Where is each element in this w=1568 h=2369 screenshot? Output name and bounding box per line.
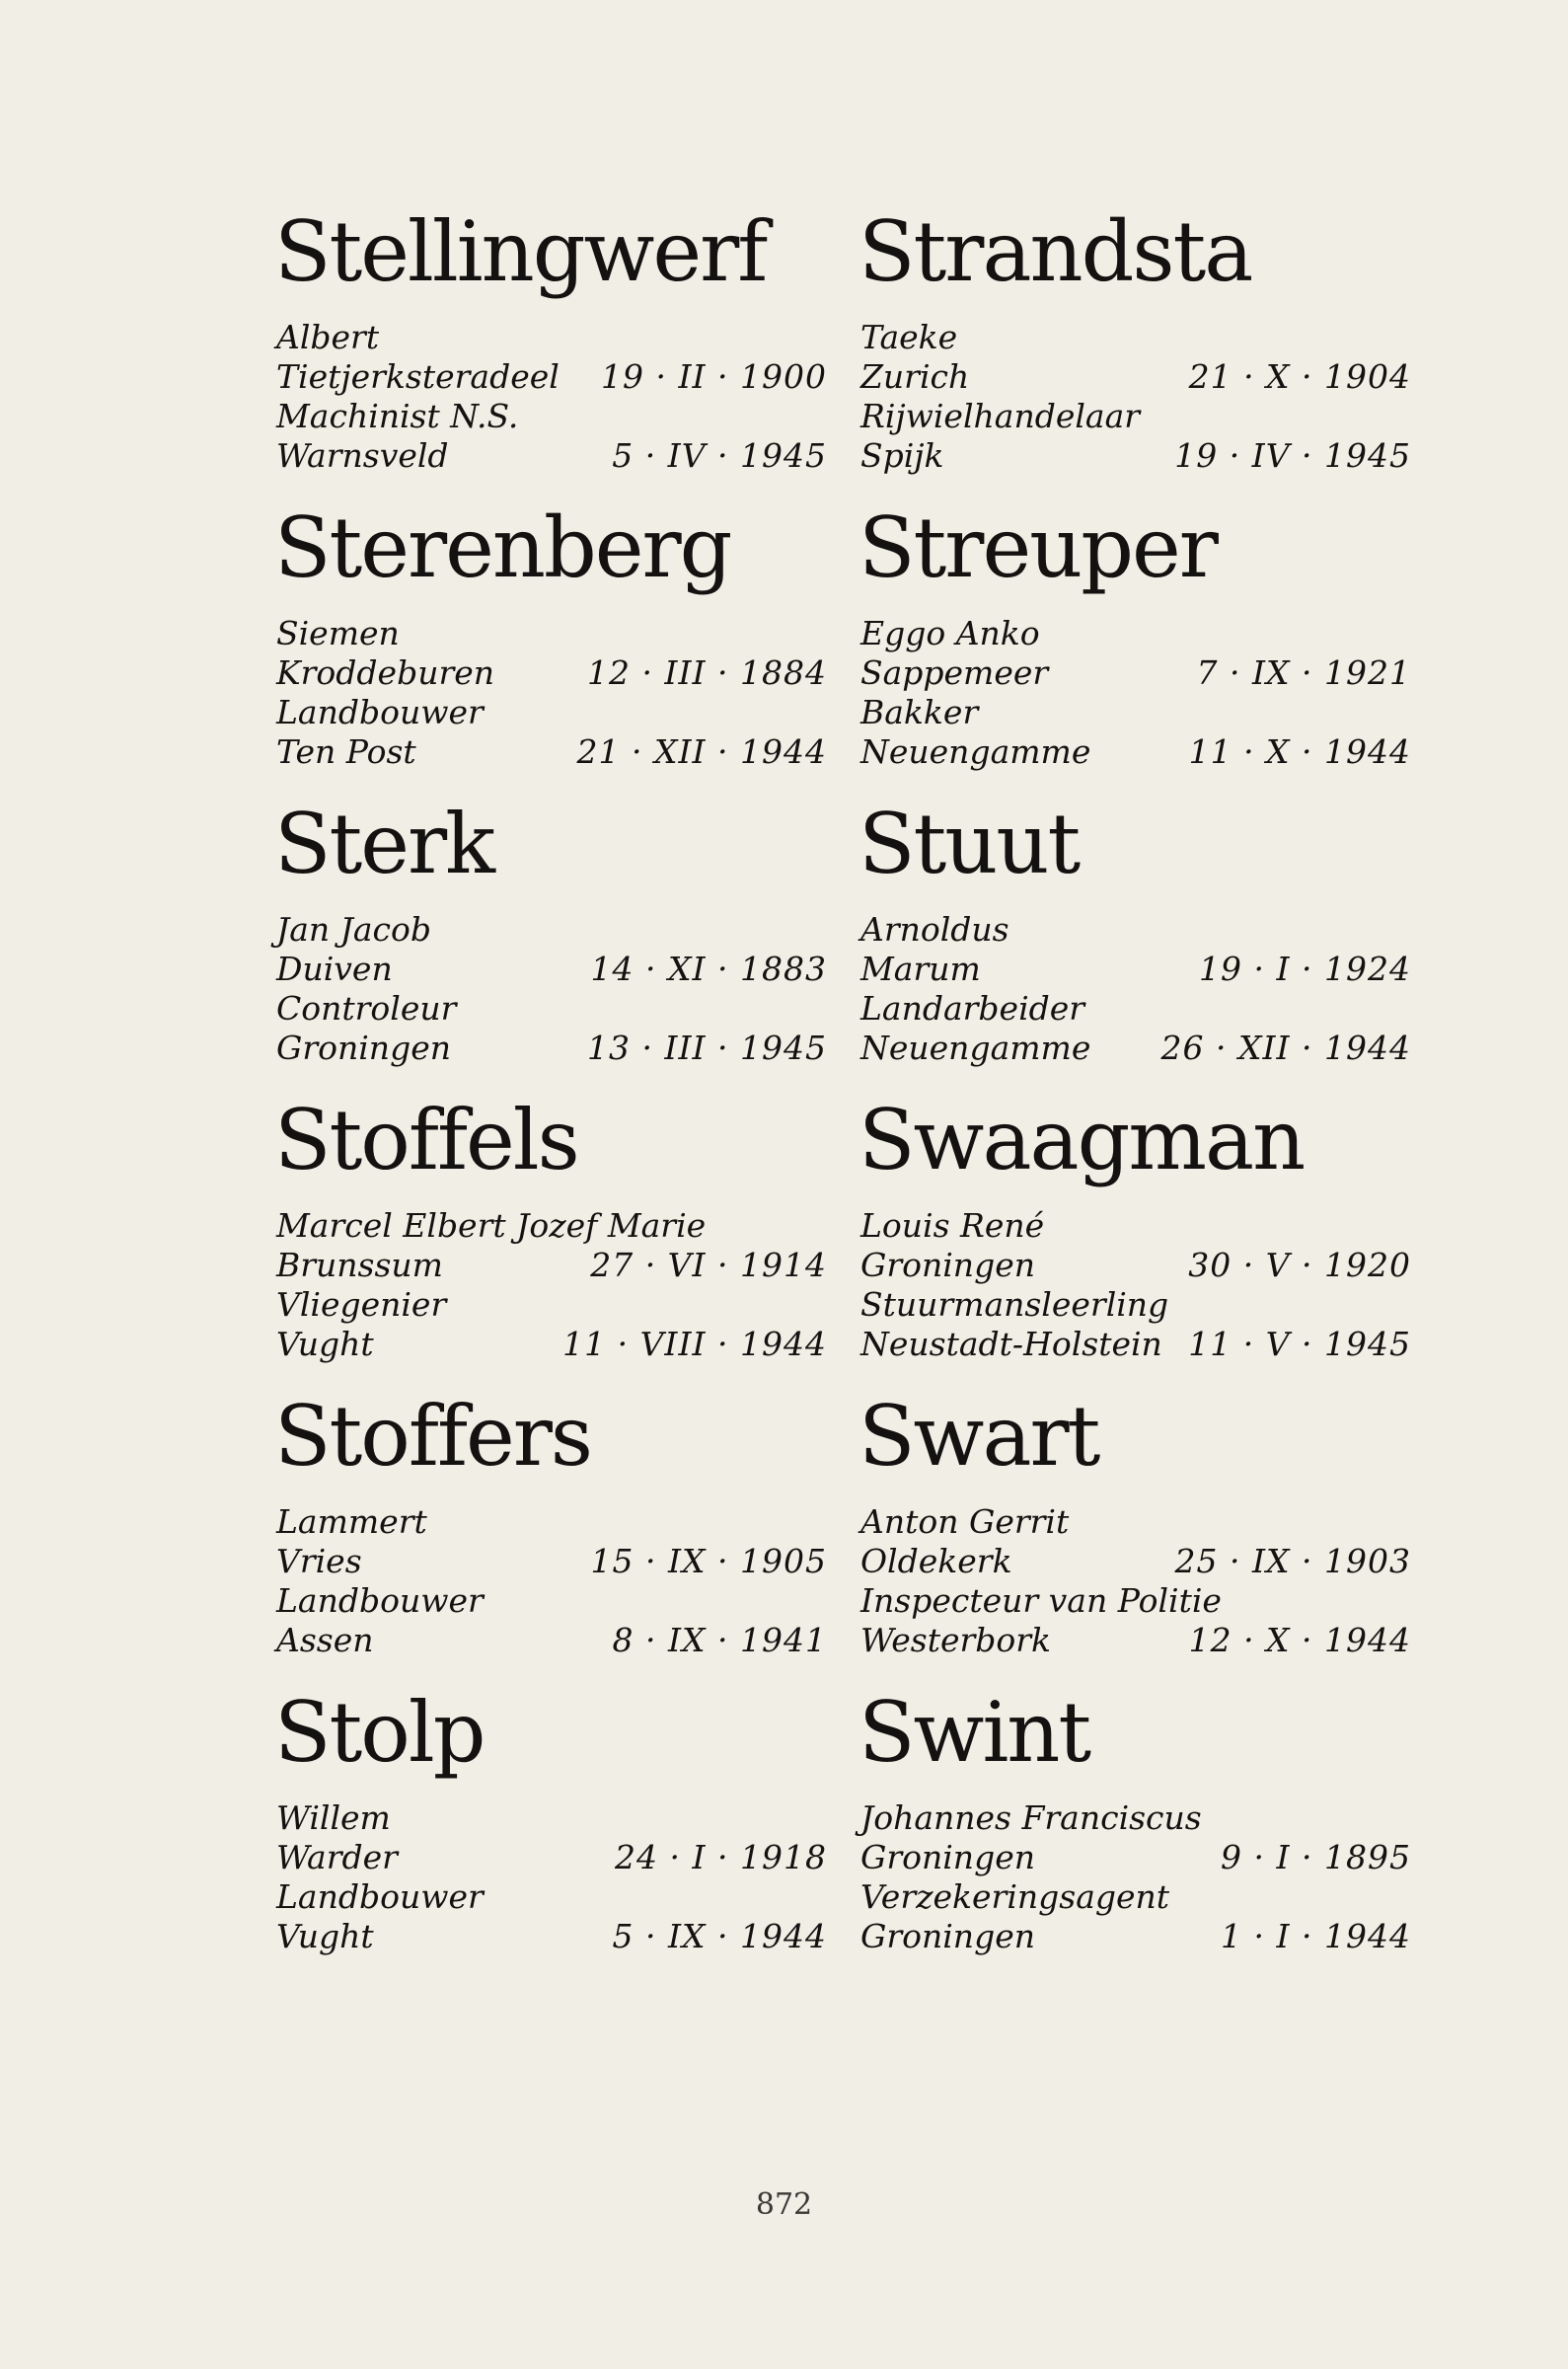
entry-line bbox=[859, 1285, 1411, 1325]
register-entry bbox=[859, 1683, 1411, 1959]
birthplace: Vries bbox=[276, 1542, 362, 1580]
surname: Stoffers bbox=[274, 1388, 592, 1485]
occupation: Bakker bbox=[860, 693, 979, 731]
entry-line bbox=[274, 653, 827, 693]
entry-line bbox=[859, 1877, 1411, 1917]
given-names: Lammert bbox=[276, 1502, 427, 1541]
death-date: 5 · IX · 1944 bbox=[612, 1917, 827, 1955]
occupation: Machinist N.S. bbox=[276, 397, 519, 435]
death-date: 11 · V · 1945 bbox=[1188, 1325, 1411, 1363]
birthplace: Sappemeer bbox=[860, 653, 1049, 692]
entry-line bbox=[859, 950, 1411, 989]
entry-line bbox=[274, 989, 827, 1029]
entry-line bbox=[859, 436, 1411, 476]
entry-line bbox=[859, 1581, 1411, 1621]
death-place: Neuengamme bbox=[860, 1029, 1091, 1067]
surname: Swaagman bbox=[859, 1092, 1305, 1188]
death-date: 11 · X · 1944 bbox=[1188, 732, 1411, 771]
death-place: Vught bbox=[276, 1325, 374, 1363]
death-place: Westerbork bbox=[860, 1621, 1052, 1659]
death-place: Neustadt-Holstein bbox=[860, 1325, 1162, 1363]
surname: Sterk bbox=[274, 796, 494, 892]
birthplace: Oldekerk bbox=[860, 1542, 1012, 1580]
death-date: 5 · IV · 1945 bbox=[612, 436, 827, 475]
entry-line bbox=[274, 1798, 827, 1838]
birthplace: Marum bbox=[860, 950, 981, 988]
surname: Stoffels bbox=[274, 1092, 578, 1188]
death-place: Spijk bbox=[860, 436, 944, 475]
entry-line bbox=[859, 318, 1411, 357]
death-place: Warnsveld bbox=[276, 436, 449, 475]
surname: Streuper bbox=[859, 499, 1217, 596]
entry-line bbox=[859, 1325, 1411, 1364]
death-place: Groningen bbox=[276, 1029, 451, 1067]
entry-line bbox=[274, 910, 827, 950]
entry-line bbox=[859, 1206, 1411, 1246]
birth-date: 30 · V · 1920 bbox=[1188, 1246, 1411, 1284]
occupation: Verzekeringsagent bbox=[860, 1877, 1170, 1916]
entry-line bbox=[274, 1581, 827, 1621]
birth-date: 12 · III · 1884 bbox=[586, 653, 827, 692]
entry-line bbox=[274, 693, 827, 732]
birthplace: Brunssum bbox=[276, 1246, 443, 1284]
register-entry bbox=[859, 498, 1411, 775]
register-entry bbox=[274, 795, 827, 1071]
entry-line bbox=[274, 397, 827, 436]
given-names: Willem bbox=[276, 1798, 391, 1837]
birth-date: 7 · IX · 1921 bbox=[1196, 653, 1411, 692]
entry-line bbox=[274, 1917, 827, 1956]
entry-line bbox=[859, 1917, 1411, 1956]
entry-line bbox=[274, 357, 827, 397]
birth-date: 14 · XI · 1883 bbox=[590, 950, 827, 988]
entry-line bbox=[274, 1206, 827, 1246]
death-date: 12 · X · 1944 bbox=[1188, 1621, 1411, 1659]
entry-line bbox=[274, 1877, 827, 1917]
surname: Stolp bbox=[274, 1684, 485, 1781]
death-place: Assen bbox=[276, 1621, 374, 1659]
surname: Swint bbox=[859, 1684, 1090, 1781]
entry-line bbox=[274, 1325, 827, 1364]
entry-line bbox=[274, 1621, 827, 1660]
entry-line bbox=[859, 1798, 1411, 1838]
death-date: 21 · XII · 1944 bbox=[576, 732, 827, 771]
entry-line bbox=[859, 693, 1411, 732]
entry-line bbox=[859, 614, 1411, 653]
entry-line bbox=[859, 653, 1411, 693]
death-date: 11 · VIII · 1944 bbox=[562, 1325, 827, 1363]
occupation: Landarbeider bbox=[860, 989, 1085, 1028]
birthplace: Groningen bbox=[860, 1838, 1035, 1876]
entry-line bbox=[859, 1621, 1411, 1660]
entry-line bbox=[859, 732, 1411, 772]
entry-line bbox=[274, 1029, 827, 1068]
entry-line bbox=[859, 1502, 1411, 1542]
birth-date: 9 · I · 1895 bbox=[1221, 1838, 1411, 1876]
birthplace: Duiven bbox=[276, 950, 393, 988]
death-date: 8 · IX · 1941 bbox=[612, 1621, 827, 1659]
occupation: Stuurmansleerling bbox=[860, 1285, 1169, 1324]
page-number: 872 bbox=[755, 2187, 813, 2222]
given-names: Taeke bbox=[860, 318, 958, 356]
given-names: Louis René bbox=[860, 1206, 1045, 1245]
birth-date: 19 · I · 1924 bbox=[1199, 950, 1411, 988]
birthplace: Groningen bbox=[860, 1246, 1035, 1284]
death-date: 1 · I · 1944 bbox=[1221, 1917, 1411, 1955]
death-date: 13 · III · 1945 bbox=[586, 1029, 827, 1067]
given-names: Johannes Franciscus bbox=[860, 1798, 1202, 1837]
entry-line bbox=[274, 732, 827, 772]
birthplace: Warder bbox=[276, 1838, 398, 1876]
entry-line bbox=[274, 1838, 827, 1877]
birthplace: Tietjerksteradeel bbox=[276, 357, 560, 396]
entry-line bbox=[859, 1838, 1411, 1877]
occupation: Landbouwer bbox=[276, 693, 484, 731]
entry-line bbox=[859, 910, 1411, 950]
entry-line bbox=[274, 436, 827, 476]
register-entry bbox=[274, 1091, 827, 1367]
entry-line bbox=[274, 1502, 827, 1542]
surname: Stellingwerf bbox=[274, 203, 767, 300]
given-names: Marcel Elbert Jozef Marie bbox=[276, 1206, 707, 1245]
register-entry bbox=[859, 202, 1411, 479]
entry-line bbox=[859, 357, 1411, 397]
birth-date: 24 · I · 1918 bbox=[615, 1838, 827, 1876]
entry-line bbox=[859, 397, 1411, 436]
occupation: Landbouwer bbox=[276, 1581, 484, 1620]
surname: Sterenberg bbox=[274, 499, 731, 596]
given-names: Siemen bbox=[276, 614, 400, 652]
occupation: Landbouwer bbox=[276, 1877, 484, 1916]
death-place: Neuengamme bbox=[860, 732, 1091, 771]
death-place: Vught bbox=[276, 1917, 374, 1955]
register-entry bbox=[274, 1683, 827, 1959]
entry-line bbox=[274, 614, 827, 653]
birth-date: 15 · IX · 1905 bbox=[590, 1542, 827, 1580]
entry-line bbox=[859, 1246, 1411, 1285]
register-entry bbox=[859, 1091, 1411, 1367]
given-names: Albert bbox=[276, 318, 380, 356]
entry-line bbox=[274, 1285, 827, 1325]
surname: Stuut bbox=[859, 796, 1080, 892]
register-entry bbox=[274, 498, 827, 775]
death-date: 19 · IV · 1945 bbox=[1174, 436, 1411, 475]
entry-line bbox=[274, 318, 827, 357]
birth-date: 27 · VI · 1914 bbox=[590, 1246, 827, 1284]
occupation: Rijwielhandelaar bbox=[860, 397, 1141, 435]
given-names: Arnoldus bbox=[860, 910, 1009, 949]
entry-line bbox=[859, 989, 1411, 1029]
death-place: Groningen bbox=[860, 1917, 1035, 1955]
register-entry bbox=[274, 202, 827, 479]
entry-line bbox=[274, 1246, 827, 1285]
entry-line bbox=[859, 1542, 1411, 1581]
occupation: Vliegenier bbox=[276, 1285, 447, 1324]
register-entry bbox=[859, 1387, 1411, 1663]
given-names: Eggo Anko bbox=[860, 614, 1040, 652]
entry-line bbox=[274, 950, 827, 989]
death-date: 26 · XII · 1944 bbox=[1160, 1029, 1411, 1067]
surname: Strandsta bbox=[859, 203, 1252, 300]
register-entry bbox=[859, 795, 1411, 1071]
death-place: Ten Post bbox=[276, 732, 416, 771]
occupation: Inspecteur van Politie bbox=[860, 1581, 1222, 1620]
birth-date: 25 · IX · 1903 bbox=[1174, 1542, 1411, 1580]
register-entry bbox=[274, 1387, 827, 1663]
occupation: Controleur bbox=[276, 989, 457, 1028]
birth-date: 19 · II · 1900 bbox=[601, 357, 827, 396]
birth-date: 21 · X · 1904 bbox=[1188, 357, 1411, 396]
entry-line bbox=[859, 1029, 1411, 1068]
entry-line bbox=[274, 1542, 827, 1581]
birthplace: Kroddeburen bbox=[276, 653, 495, 692]
birthplace: Zurich bbox=[860, 357, 970, 396]
surname: Swart bbox=[859, 1388, 1099, 1485]
given-names: Jan Jacob bbox=[276, 910, 432, 949]
given-names: Anton Gerrit bbox=[860, 1502, 1070, 1541]
